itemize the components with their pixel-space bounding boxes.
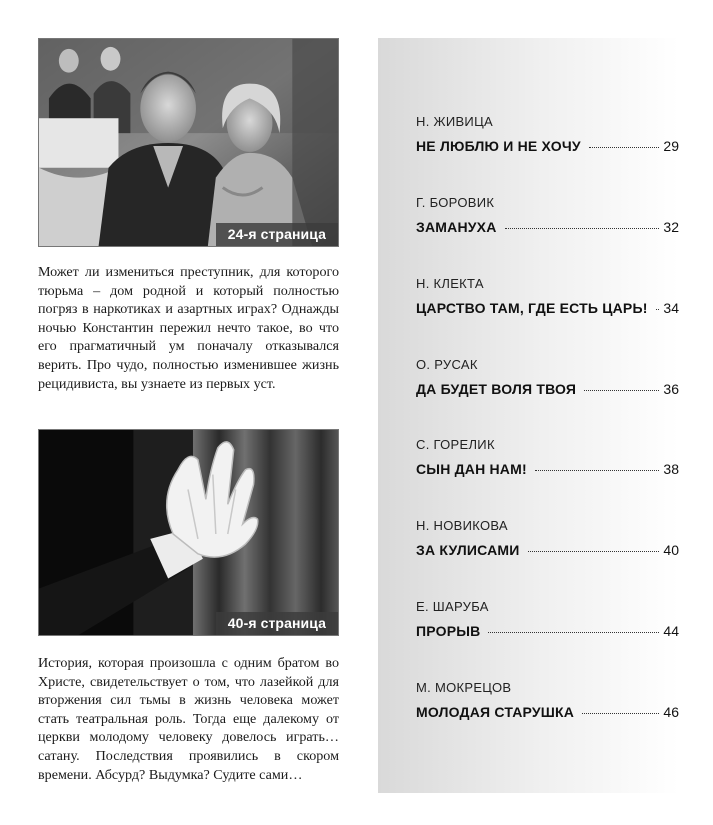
toc-page-number: 46 bbox=[663, 704, 679, 720]
toc-leader-dots bbox=[528, 551, 660, 552]
toc-title: ЗА КУЛИСАМИ bbox=[416, 542, 520, 558]
toc-title: НЕ ЛЮБЛЮ И НЕ ХОЧУ bbox=[416, 138, 581, 154]
toc-leader-dots bbox=[535, 470, 660, 471]
toc-title: ЦАРСТВО ТАМ, ГДЕ ЕСТЬ ЦАРЬ! bbox=[416, 300, 648, 316]
toc-entry[interactable] bbox=[416, 357, 679, 397]
feature-photo-couple bbox=[38, 38, 339, 247]
toc-author: М. МОКРЕЦОВ bbox=[416, 680, 512, 695]
toc-page-number: 40 bbox=[663, 542, 679, 558]
toc-entry[interactable] bbox=[416, 437, 679, 477]
toc-title: ЗАМАНУХА bbox=[416, 219, 497, 235]
toc-author: С. ГОРЕЛИК bbox=[416, 437, 495, 452]
toc-entry[interactable] bbox=[416, 276, 679, 316]
toc-entry[interactable] bbox=[416, 599, 679, 639]
toc-page-number: 29 bbox=[663, 138, 679, 154]
table-of-contents bbox=[378, 38, 679, 793]
feature-blurb: Может ли измениться преступник, для которого тюрьма – дом родной и который полностью погряз в наркотиках и азартных играх? Однажды ночью Константин пережил нечто такое, во что его прагматичный ум поначалу отказывался верить. Про чудо, полностью изменившее жизнь рецидивиста, вы узнаете из первых уст. bbox=[38, 264, 339, 392]
toc-leader-dots bbox=[505, 228, 660, 229]
toc-leader-dots bbox=[589, 147, 660, 148]
toc-title: СЫН ДАН НАМ! bbox=[416, 461, 527, 477]
toc-author: О. РУСАК bbox=[416, 357, 478, 372]
toc-author: Н. КЛЕКТА bbox=[416, 276, 484, 291]
toc-author: Е. ШАРУБА bbox=[416, 599, 489, 614]
toc-page-number: 32 bbox=[663, 219, 679, 235]
feature-blurb: История, которая произошла с одним братом во Христе, свидетельствует о том, что лазейкой для вторжения сил тьмы в жизнь человека может стать театральная роль. Тогда еще далекому от церкви молодому человеку довелось играть… сатану. Последствия проявились в скором времени. Абсурд? Выдумка? Судите сами… bbox=[38, 655, 339, 783]
toc-leader-dots bbox=[656, 309, 660, 310]
toc-entry[interactable] bbox=[416, 680, 679, 720]
toc-author: Г. БОРОВИК bbox=[416, 195, 495, 210]
toc-page-number: 34 bbox=[663, 300, 679, 316]
toc-author: Н. НОВИКОВА bbox=[416, 518, 508, 533]
feature-photo-curtain bbox=[38, 429, 339, 636]
page-number-badge: 40-я страница bbox=[216, 612, 338, 635]
gloved-hand-curtain-image bbox=[39, 430, 338, 635]
page-number-badge: 24-я страница bbox=[216, 223, 338, 246]
toc-entry[interactable] bbox=[416, 114, 679, 154]
couple-photo-image bbox=[39, 39, 338, 246]
toc-title: МОЛОДАЯ СТАРУШКА bbox=[416, 704, 575, 720]
toc-page-number: 36 bbox=[663, 381, 679, 397]
toc-author: Н. ЖИВИЦА bbox=[416, 114, 493, 129]
toc-page-number: 44 bbox=[663, 623, 679, 639]
toc-page-number: 38 bbox=[663, 461, 679, 477]
toc-leader-dots bbox=[584, 390, 659, 391]
toc-leader-dots bbox=[488, 632, 659, 633]
toc-entry[interactable] bbox=[416, 518, 679, 558]
toc-leader-dots bbox=[582, 713, 659, 714]
toc-title: ПРОРЫВ bbox=[416, 623, 481, 639]
toc-entry[interactable] bbox=[416, 195, 679, 235]
toc-title: ДА БУДЕТ ВОЛЯ ТВОЯ bbox=[416, 381, 577, 397]
